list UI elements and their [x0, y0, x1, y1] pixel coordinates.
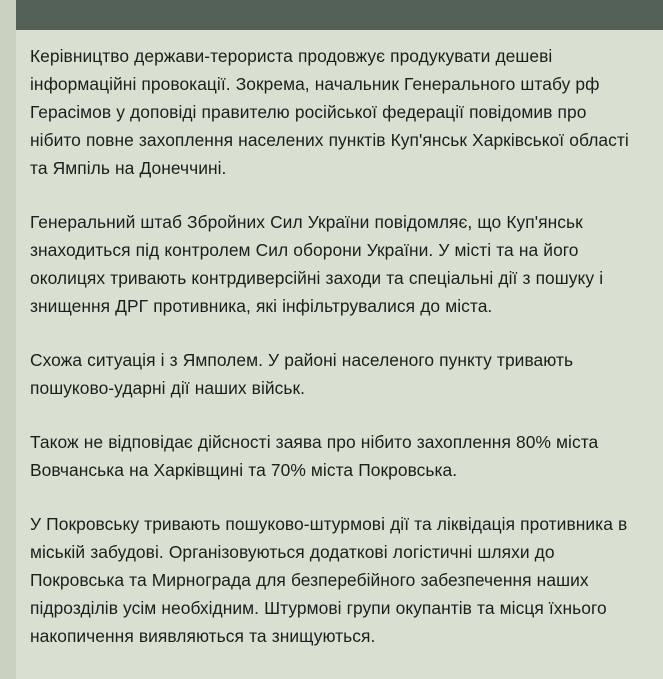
message-paragraph: Схожа ситуація і з Ямполем. У районі населеного пункту тривають пошуково-ударні дії наших військ. — [30, 350, 574, 398]
top-header-strip — [16, 0, 663, 30]
message-paragraph: Генеральний штаб Збройних Сил України повідомляє, що Куп'янськ знаходиться під контролем Сил оборони України. У місті та на його околицях тривають контрдиверсійні заходи та спеціальні дії з пошуку і знищення ДРГ противника, які інфільтрувалися до міста. — [30, 212, 604, 316]
message-paragraph: Керівництво держави-терориста продовжує продукувати дешеві інформаційні провокації. Зокрема, начальник Генерального штабу рф Герасімов у доповіді правителю російської федерації повідомив про нібито повне захоплення населених пунктів Куп'янськ Харківської області та Ямпіль на Донеччині. — [30, 46, 629, 178]
left-accent-bar — [0, 0, 16, 679]
message-paragraph: У Покровську тривають пошуково-штурмові дії та ліквідація противника в міській забудові. Організовуються додаткові логістичні шляхи до Покровська та Мирнограда для безперебійного забезпечення наших підрозділів усім необхідним. Штурмові групи окупантів та місця їхнього накопичення виявляються та знищуються. — [30, 514, 628, 646]
message-paragraph: Також не відповідає дійсності заява про нібито захоплення 80% міста Вовчанська на Харківщині та 70% міста Покровська. — [30, 432, 599, 480]
message-body — [16, 30, 663, 679]
